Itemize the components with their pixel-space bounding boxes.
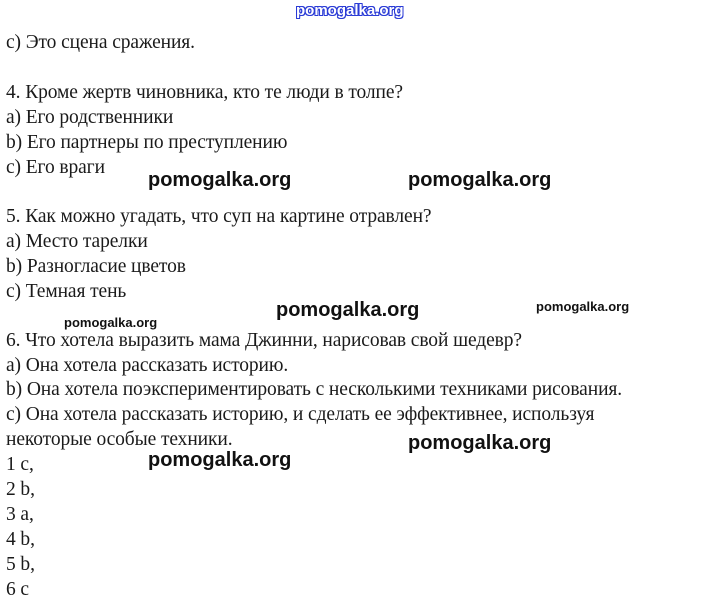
question-6: 6. Что хотела выразить мама Джинни, нарисовав свой шедевр?: [6, 330, 522, 351]
answer-2: 2 b,: [6, 479, 35, 500]
watermark: pomogalka.org: [276, 299, 420, 321]
watermark: pomogalka.org: [408, 432, 552, 454]
option-4a: a) Его родственники: [6, 107, 174, 128]
option-6c: c) Она хотела рассказать историю, и сделать ее эффективнее, используя: [6, 404, 595, 425]
option-4b: b) Его партнеры по преступлению: [6, 132, 288, 153]
option-6b: b) Она хотела поэкспериментировать с несколькими техниками рисования.: [6, 379, 623, 400]
answer-3: 3 a,: [6, 504, 34, 525]
option-6a: a) Она хотела рассказать историю.: [6, 355, 289, 376]
watermark: pomogalka.org: [536, 299, 630, 314]
option-5a: a) Место тарелки: [6, 231, 148, 252]
watermark: pomogalka.org: [64, 315, 158, 330]
option-5b: b) Разногласие цветов: [6, 256, 186, 277]
watermark: pomogalka.org: [148, 449, 292, 471]
question-5: 5. Как можно угадать, что суп на картине отравлен?: [6, 206, 432, 227]
question-4: 4. Кроме жертв чиновника, кто те люди в толпе?: [6, 82, 403, 103]
header-watermark: pomogalka.org: [296, 2, 404, 19]
option-5c: c) Темная тень: [6, 281, 127, 302]
answer-1: 1 c,: [6, 454, 34, 475]
option-6c-continued: некоторые особые техники.: [6, 429, 233, 450]
answer-5: 5 b,: [6, 554, 35, 575]
option-4c: c) Его враги: [6, 157, 105, 178]
answer-4: 4 b,: [6, 529, 35, 550]
answer-6: 6 c: [6, 579, 29, 600]
watermark: pomogalka.org: [148, 169, 292, 191]
watermark: pomogalka.org: [408, 169, 552, 191]
answer-line-3c: c) Это сцена сражения.: [6, 32, 195, 53]
